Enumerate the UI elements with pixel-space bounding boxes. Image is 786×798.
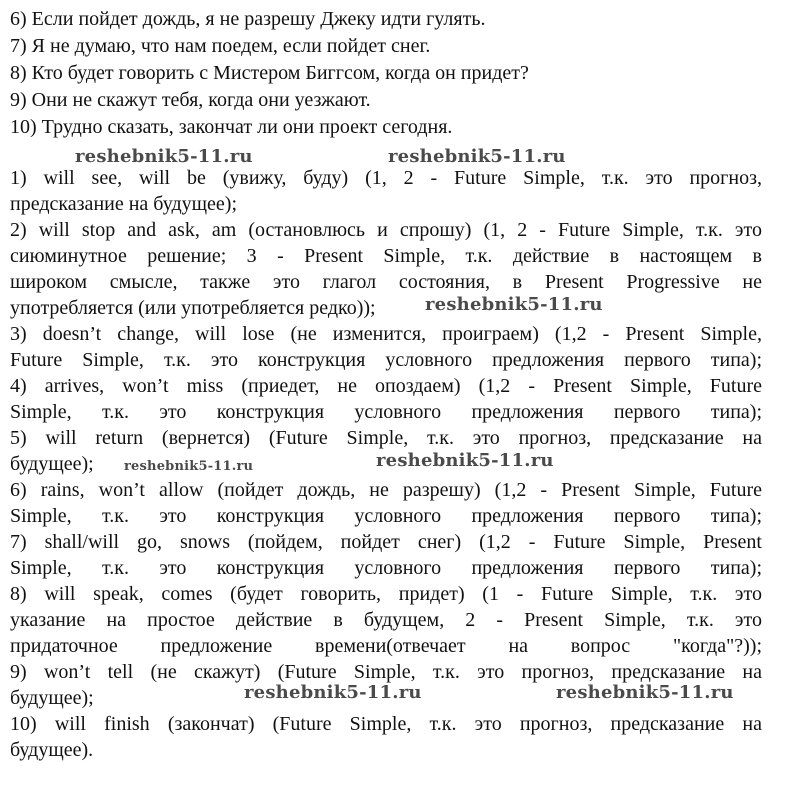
answer-line: 9) won’t tell (не скажут) (Future Simple, т.к. это прогноз, предсказание на	[10, 661, 762, 683]
answer-line: Simple, т.к. это конструкция условного предложения первого типа);	[10, 505, 762, 527]
question-line: 10) Трудно сказать, закончат ли они проект сегодня.	[10, 116, 453, 138]
question-line: 9) Они не скажут тебя, когда они уезжают.	[10, 89, 371, 111]
answer-line: 6) rains, won’t allow (пойдет дождь, не разрешу) (1,2 - Present Simple, Future	[10, 479, 762, 501]
answer-line: 2) will stop and ask, am (остановлюсь и спрошу) (1, 2 - Future Simple, т.к. это	[10, 219, 762, 241]
answer-line: 7) shall/will go, snows (пойдем, пойдет снег) (1,2 - Future Simple, Present	[10, 531, 762, 553]
question-line: 8) Кто будет говорить с Мистером Биггсом, когда он придет?	[10, 62, 529, 84]
answer-line: 8) will speak, comes (будет говорить, придет) (1 - Future Simple, т.к. это	[10, 583, 762, 605]
answer-line: будущее).	[10, 739, 94, 761]
answer-line: 5) will return (вернется) (Future Simple, т.к. это прогноз, предсказание на	[10, 427, 762, 449]
answer-line: 3) doesn’t change, will lose (не изменится, проиграем) (1,2 - Present Simple,	[10, 323, 762, 345]
watermark: reshebnik5-11.ru	[376, 450, 554, 471]
answer-line: Simple, т.к. это конструкция условного предложения первого типа);	[10, 557, 762, 579]
answer-line: будущее);	[10, 453, 94, 475]
watermark: reshebnik5-11.ru	[124, 459, 254, 474]
answer-line: придаточное предложение времени(отвечает на вопрос "когда"?));	[10, 635, 762, 657]
answer-line: широком смысле, также это глагол состояния, в Present Progressive не	[10, 271, 762, 293]
answer-line: указание на простое действие в будущем, 2 - Present Simple, т.к. это	[10, 609, 762, 631]
watermark: reshebnik5-11.ru	[425, 294, 603, 315]
watermark: reshebnik5-11.ru	[388, 146, 566, 167]
watermark: reshebnik5-11.ru	[556, 682, 734, 703]
answer-line: 1) will see, will be (увижу, буду) (1, 2 - Future Simple, т.к. это прогноз,	[10, 167, 762, 189]
answer-line: 10) will finish (закончат) (Future Simple, т.к. это прогноз, предсказание на	[10, 713, 762, 735]
answer-line: Future Simple, т.к. это конструкция условного предложения первого типа);	[10, 349, 762, 371]
watermark: reshebnik5-11.ru	[75, 146, 253, 167]
answer-line: употребляется (или употребляется редко));	[10, 297, 376, 319]
answer-line: 4) arrives, won’t miss (приедет, не опоздаем) (1,2 - Present Simple, Future	[10, 375, 762, 397]
answer-line: предсказание на будущее);	[10, 193, 238, 215]
answer-line: будущее);	[10, 687, 94, 709]
question-line: 7) Я не думаю, что нам поедем, если пойдет снег.	[10, 35, 431, 57]
answer-line: Simple, т.к. это конструкция условного предложения первого типа);	[10, 401, 762, 423]
watermark: reshebnik5-11.ru	[244, 682, 422, 703]
question-line: 6) Если пойдет дождь, я не разрешу Джеку идти гулять.	[10, 8, 486, 30]
answer-line: сиюминутное решение; 3 - Present Simple, т.к. действие в настоящем в	[10, 245, 762, 267]
